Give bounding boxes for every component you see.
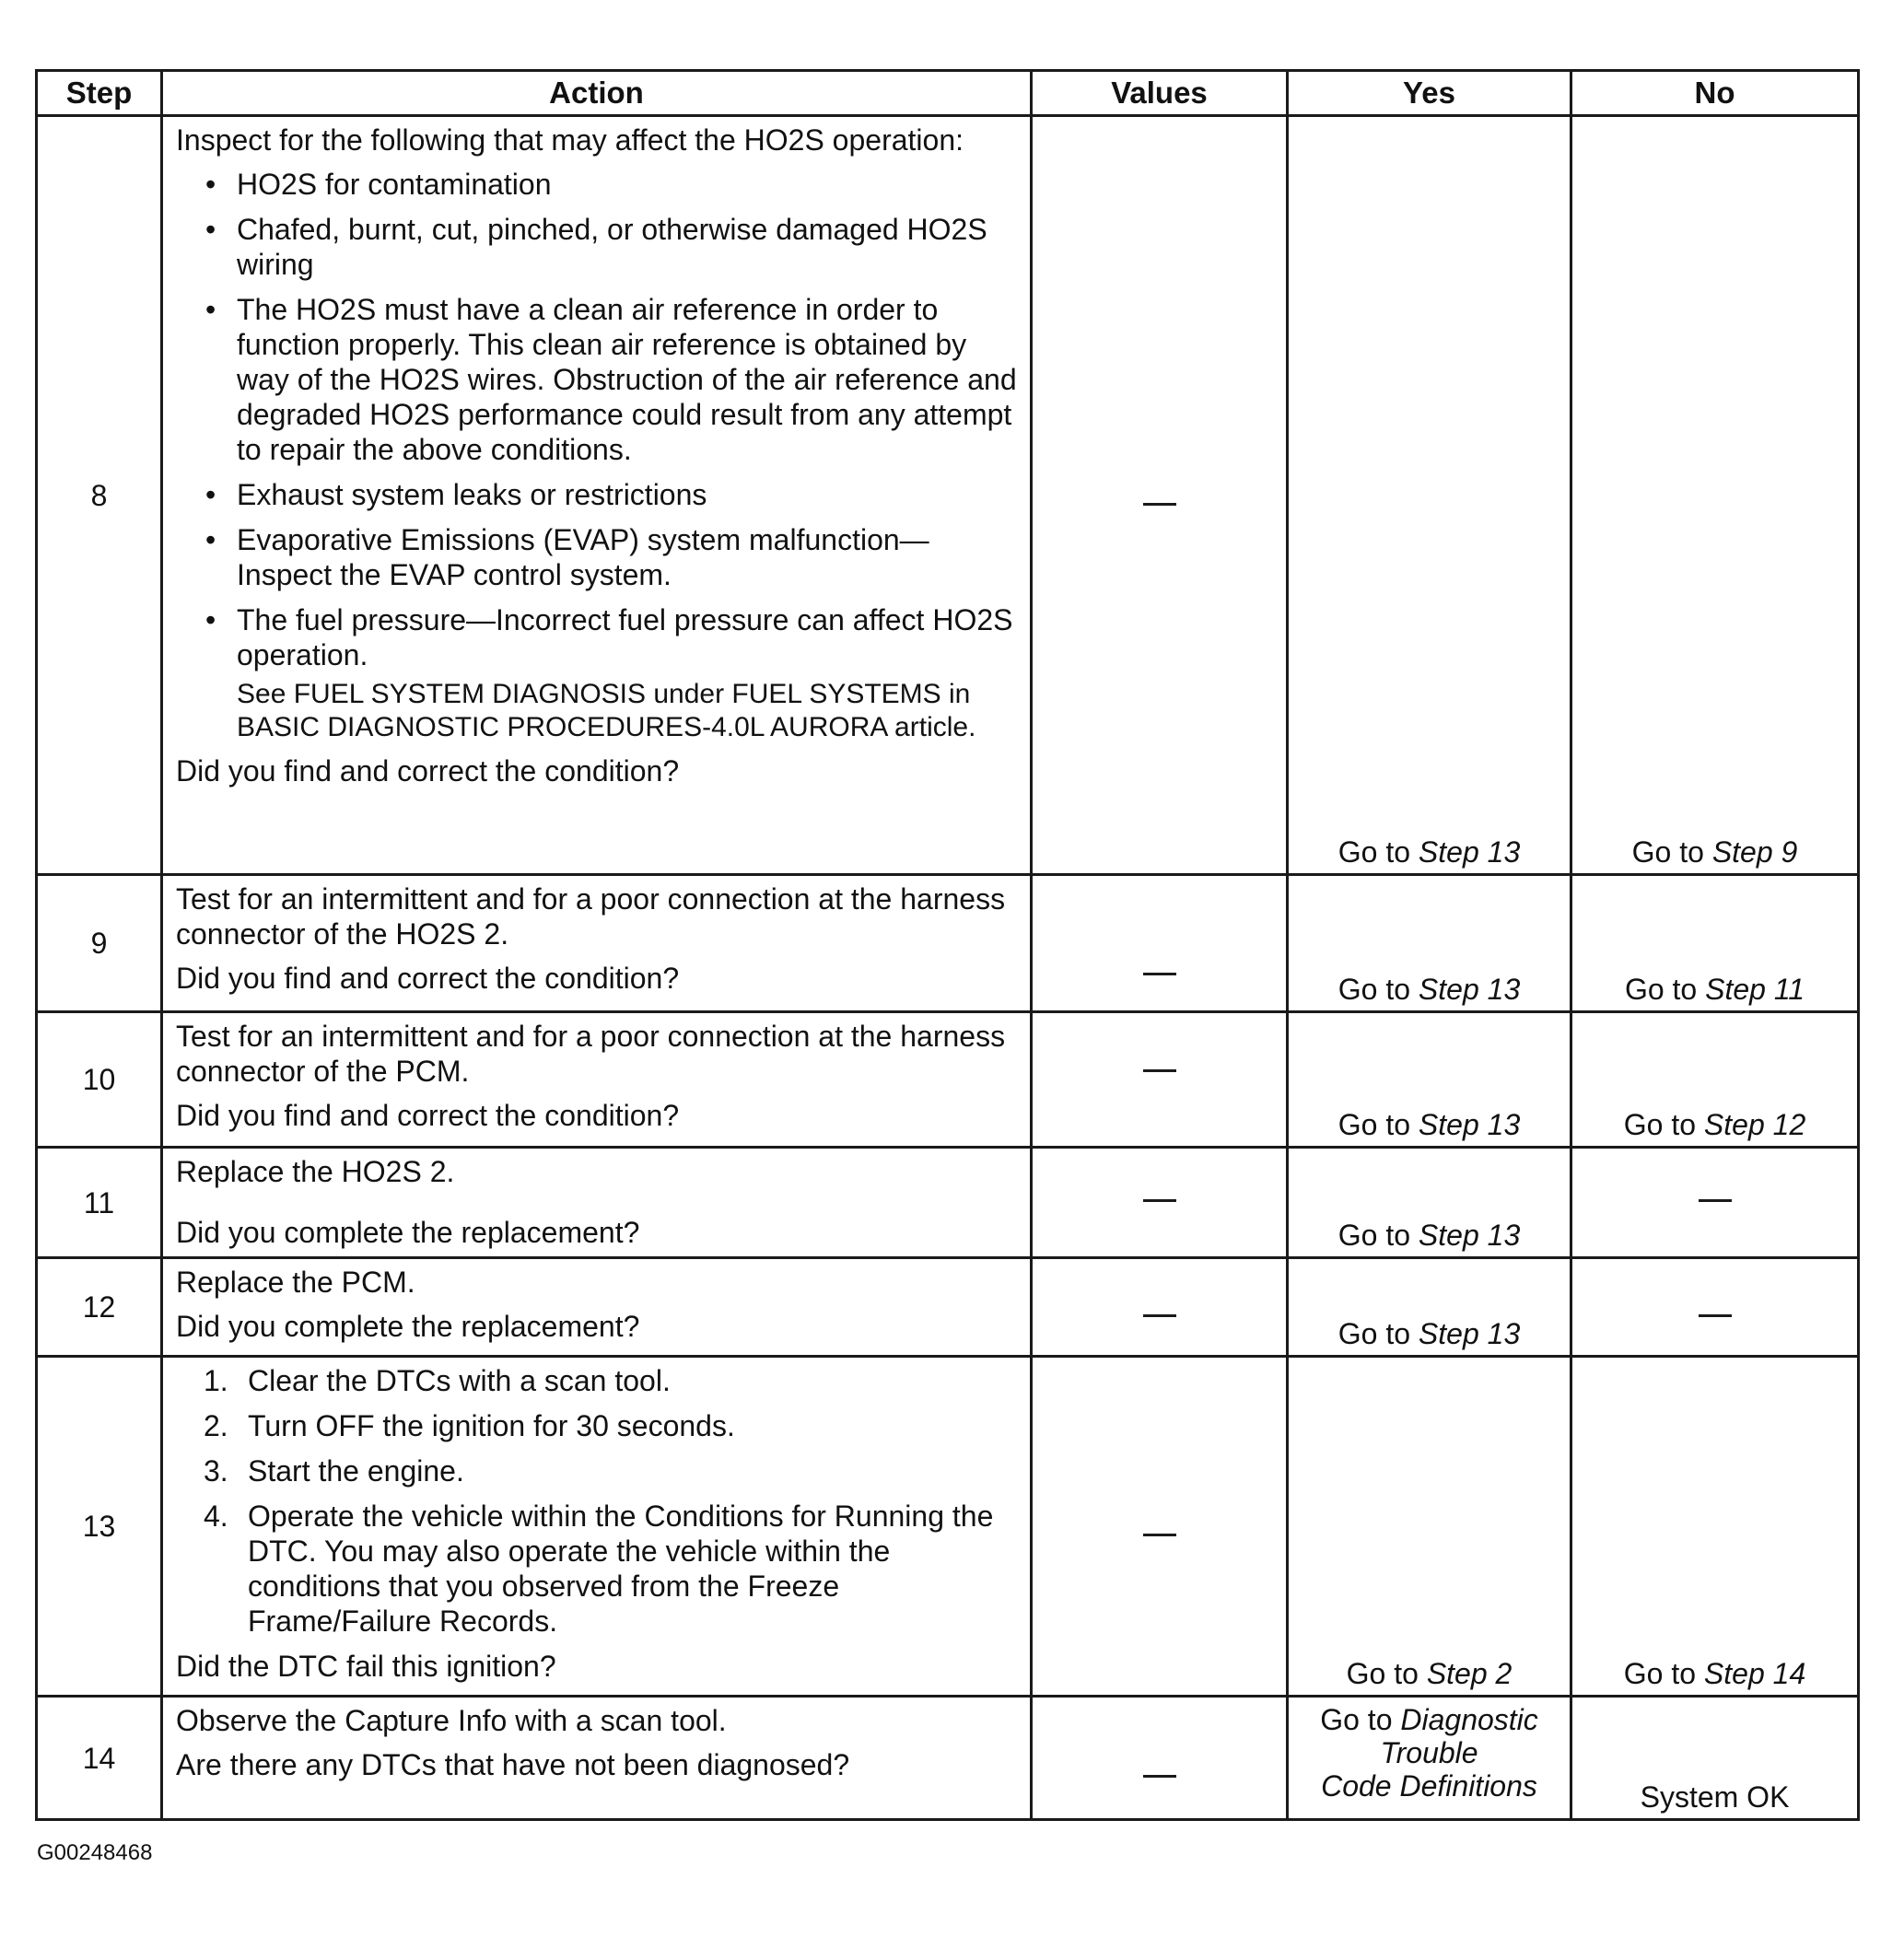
value-cell <box>1032 1357 1288 1697</box>
dash-mark <box>1699 1199 1732 1202</box>
list-item-text: The fuel pressure—Incorrect fuel pressure can affect HO2S operation. <box>237 603 1013 671</box>
dash-mark <box>1143 973 1176 975</box>
no-cell <box>1571 116 1859 875</box>
list-item: 3. Start the engine. <box>204 1454 464 1488</box>
dash-mark <box>1143 1314 1176 1317</box>
table-row-step-14 <box>37 1697 1859 1820</box>
dash-mark <box>1143 1775 1176 1778</box>
list-item: • Chafed, burnt, cut, pinched, or otherwise damaged HO2S wiring <box>205 212 1017 282</box>
step-number: 12 <box>37 1258 162 1357</box>
dash-mark <box>1143 1199 1176 1202</box>
action-question: Did you find and correct the condition? <box>176 962 680 995</box>
step-number: 11 <box>37 1148 162 1258</box>
action-bullets <box>176 167 1017 744</box>
no-cell <box>1571 875 1859 1012</box>
action-intro: Inspect for the following that may affect the HO2S operation: <box>176 123 964 157</box>
value-cell <box>1032 116 1288 875</box>
no-goto: Go to Step 11 <box>1624 973 1805 1006</box>
yes-goto: Go to Step 2 <box>1346 1657 1513 1690</box>
yes-goto: Go to Step 13 <box>1337 1219 1521 1252</box>
action-question: Did you complete the replacement? <box>176 1216 640 1249</box>
no-goto: Go to Step 9 <box>1631 835 1798 869</box>
header-values: Values <box>1032 71 1288 116</box>
table-row-step-10 <box>37 1012 1859 1148</box>
action-question: Did the DTC fail this ignition? <box>176 1650 556 1683</box>
no-cell <box>1571 1012 1859 1148</box>
no-goto: Go to Step 14 <box>1623 1657 1806 1690</box>
list-item: • Exhaust system leaks or restrictions <box>205 477 1017 512</box>
action-cell <box>162 116 1032 875</box>
value-cell <box>1032 875 1288 1012</box>
yes-goto: Go to Diagnostic Trouble Code Definitions <box>1320 1703 1538 1803</box>
diagnostic-table <box>35 69 1860 1821</box>
step-number: 8 <box>37 116 162 875</box>
step-number: 13 <box>37 1357 162 1697</box>
table-row-step-12 <box>37 1258 1859 1357</box>
action-cell <box>162 1697 1032 1820</box>
dash-mark <box>1143 503 1176 506</box>
no-cell <box>1571 1148 1859 1258</box>
action-text: Replace the PCM. <box>176 1266 415 1299</box>
header-yes: Yes <box>1288 71 1571 116</box>
value-cell <box>1032 1012 1288 1148</box>
action-question: Did you complete the replacement? <box>176 1310 640 1343</box>
action-text: Test for an intermittent and for a poor connection at the harness connector of the PCM. <box>176 1020 1006 1088</box>
step-number: 10 <box>37 1012 162 1148</box>
yes-goto: Go to Step 13 <box>1337 835 1521 869</box>
yes-cell <box>1288 875 1571 1012</box>
action-question: Did you find and correct the condition? <box>176 754 680 788</box>
yes-goto: Go to Step 13 <box>1337 973 1521 1006</box>
dash-mark <box>1699 1314 1732 1317</box>
list-item: • Evaporative Emissions (EVAP) system malfunction—Inspect the EVAP control system. <box>205 522 1017 592</box>
action-cell <box>162 1258 1032 1357</box>
action-cell <box>162 1012 1032 1148</box>
action-steps-list <box>176 1363 1017 1639</box>
table-row-step-8 <box>37 116 1859 875</box>
yes-goto: Go to Step 13 <box>1337 1108 1521 1141</box>
yes-goto: Go to Step 13 <box>1337 1317 1521 1350</box>
table-row-step-13 <box>37 1357 1859 1697</box>
no-cell <box>1571 1697 1859 1820</box>
list-item: 2. Turn OFF the ignition for 30 seconds. <box>204 1409 735 1442</box>
table-row-step-11 <box>37 1148 1859 1258</box>
no-goto: Go to Step 12 <box>1623 1108 1806 1141</box>
table-row-step-9 <box>37 875 1859 1012</box>
value-cell <box>1032 1258 1288 1357</box>
list-item <box>205 602 1017 744</box>
figure-id: G00248468 <box>37 1840 153 1865</box>
action-cell <box>162 1148 1032 1258</box>
no-cell <box>1571 1357 1859 1697</box>
list-item: 1. Clear the DTCs with a scan tool. <box>204 1364 671 1397</box>
yes-cell <box>1288 1697 1571 1820</box>
action-text: Test for an intermittent and for a poor connection at the harness connector of the HO2S 2. <box>176 882 1006 951</box>
list-item: • The HO2S must have a clean air reference in order to function properly. This clean air reference is obtained by way of the HO2S wires. Obstruction of the air reference and degraded HO2S performance could result from any attempt to repair the above conditions. <box>205 292 1017 467</box>
dash-mark <box>1143 1069 1176 1072</box>
reference-note: See FUEL SYSTEM DIAGNOSIS under FUEL SYSTEMS in BASIC DIAGNOSTIC PROCEDURES-4.0L AURORA article. <box>237 679 976 742</box>
value-cell <box>1032 1148 1288 1258</box>
yes-cell <box>1288 116 1571 875</box>
header-step: Step <box>37 71 162 116</box>
header-action: Action <box>162 71 1032 116</box>
yes-cell <box>1288 1258 1571 1357</box>
value-cell <box>1032 1697 1288 1820</box>
step-number: 14 <box>37 1697 162 1820</box>
step-number: 9 <box>37 875 162 1012</box>
yes-cell <box>1288 1148 1571 1258</box>
list-item: • HO2S for contamination <box>205 167 1017 202</box>
action-cell <box>162 1357 1032 1697</box>
action-question: Are there any DTCs that have not been diagnosed? <box>176 1748 850 1781</box>
action-text: Observe the Capture Info with a scan tool. <box>176 1704 727 1737</box>
system-ok-text: System OK <box>1640 1780 1790 1814</box>
action-cell <box>162 875 1032 1012</box>
no-cell <box>1571 1258 1859 1357</box>
yes-cell <box>1288 1357 1571 1697</box>
action-text: Replace the HO2S 2. <box>176 1155 455 1188</box>
yes-cell <box>1288 1012 1571 1148</box>
dash-mark <box>1143 1534 1176 1536</box>
header-no: No <box>1571 71 1859 116</box>
list-item: 4. Operate the vehicle within the Conditions for Running the DTC. You may also operate the vehicle within the conditions that you observed from the Freeze Frame/Failure Records. <box>204 1499 994 1638</box>
header-row <box>37 71 1859 116</box>
action-question: Did you find and correct the condition? <box>176 1099 680 1132</box>
